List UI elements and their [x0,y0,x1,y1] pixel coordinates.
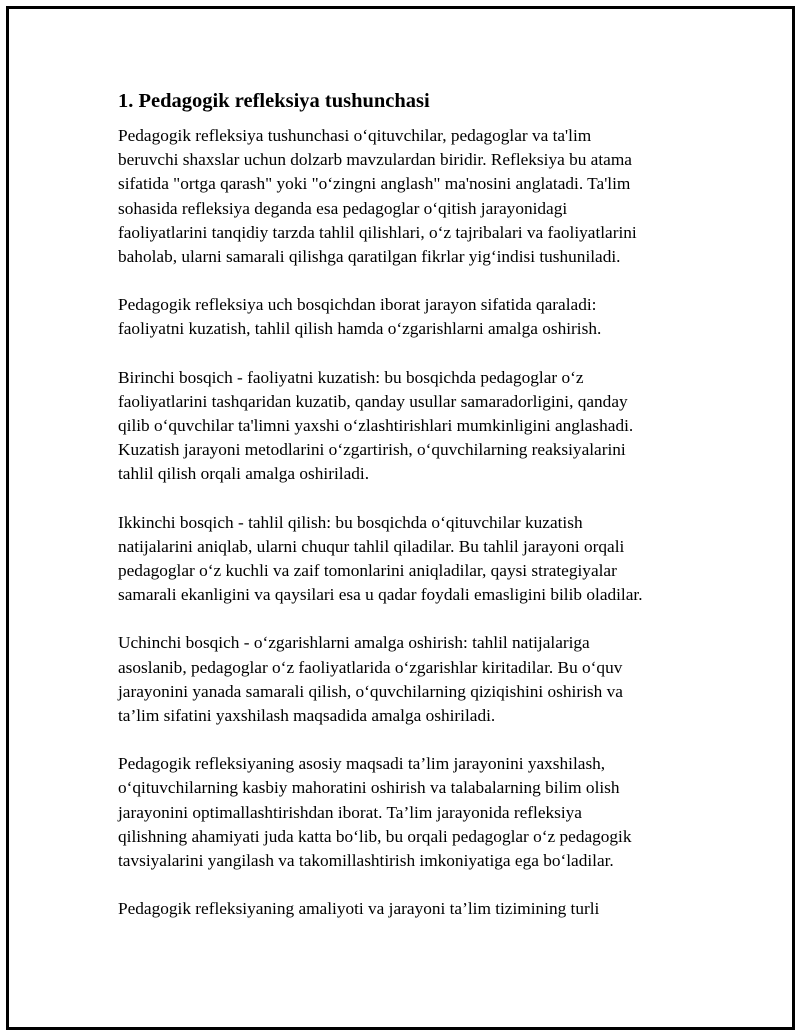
paragraph-line: jarayonini optimallashtirishdan iborat. Ta’lim jarayonida refleksiya [118,802,582,822]
paragraph-line: ta’lim sifatini yaxshilash maqsadida amalga oshiriladi. [118,706,496,726]
paragraph-line: o‘qituvchilarning kasbiy mahoratini oshirish va talabalarning bilim olish [118,778,620,798]
paragraph-line: natijalarini aniqlab, ularni chuqur tahlil qiladilar. Bu tahlil jarayoni orqali [118,536,625,556]
paragraph-line: faoliyatlarini tanqidiy tarzda tahlil qilishlari, o‘z tajribalari va faoliyatlarini [118,222,637,242]
paragraph-line: faoliyatni kuzatish, tahlil qilish hamda o‘zgarishlarni amalga oshirish. [118,319,602,339]
paragraph-line: asoslanib, pedagoglar o‘z faoliyatlarida o‘zgarishlar kiritadilar. Bu o‘quv [118,657,623,677]
paragraph-line: Pedagogik refleksiyaning asosiy maqsadi ta’lim jarayonini yaxshilash, [118,754,606,774]
paragraph-line: Ikkinchi bosqich - tahlil qilish: bu bosqichda o‘qituvchilar kuzatish [118,512,583,532]
paragraph-line: baholab, ularni samarali qilishga qaratilgan fikrlar yig‘indisi tushuniladi. [118,247,621,267]
paragraph [118,631,674,728]
document-body [114,88,674,945]
paragraph-line: pedagoglar o‘z kuchli va zaif tomonlarini aniqladilar, qaysi strategiyalar [118,561,617,581]
paragraph-line: Kuzatish jarayoni metodlarini o‘zgartirish, o‘quvchilarning reaksiyalarini [118,440,626,460]
paragraph-line: Pedagogik refleksiyaning amaliyoti va jarayoni ta’lim tizimining turli [118,899,600,919]
paragraph [118,511,674,608]
paragraph-line: sifatida "ortga qarash" yoki "o‘zingni anglash" ma'nosini anglatadi. Ta'lim [118,174,631,194]
paragraph [118,897,674,921]
paragraph-line: sohasida refleksiya deganda esa pedagoglar o‘qitish jarayonidagi [118,198,568,218]
paragraph-line: beruvchi shaxslar uchun dolzarb mavzulardan biridir. Refleksiya bu atama [118,150,632,170]
paragraph [118,752,674,873]
paragraph-line: faoliyatlarini tashqaridan kuzatib, qanday usullar samaradorligini, qanday [118,391,628,411]
paragraph-line: Birinchi bosqich - faoliyatni kuzatish: bu bosqichda pedagoglar o‘z [118,367,584,387]
paragraph [118,293,674,341]
paragraph-line: qilib o‘quvchilar ta'limni yaxshi o‘zlashtirishlari mumkinligini anglashadi. [118,416,634,436]
paragraph-line: Pedagogik refleksiya tushunchasi o‘qituvchilar, pedagoglar va ta'lim [118,126,592,145]
paragraph-list [114,124,674,921]
paragraph-line: Pedagogik refleksiya uch bosqichdan iborat jarayon sifatida qaraladi: [118,295,597,315]
paragraph-line: samarali ekanligini va qaysilari esa u qadar foydali emasligini bilib oladilar. [118,585,643,605]
paragraph-line: tavsiyalarini yangilash va takomillashtirish imkoniyatiga ega bo‘ladilar. [118,851,614,871]
paragraph-line: jarayonini yanada samarali qilish, o‘quvchilarning qiziqishini oshirish va [118,681,623,701]
paragraph [118,124,674,269]
section-heading: 1. Pedagogik refleksiya tushunchasi [118,90,430,112]
paragraph-line: Uchinchi bosqich - o‘zgarishlarni amalga oshirish: tahlil natijalariga [118,633,590,653]
paragraph [118,366,674,487]
paragraph-line: qilishning ahamiyati juda katta bo‘lib, bu orqali pedagoglar o‘z pedagogik [118,826,632,846]
paragraph-line: tahlil qilish orqali amalga oshiriladi. [118,464,370,484]
